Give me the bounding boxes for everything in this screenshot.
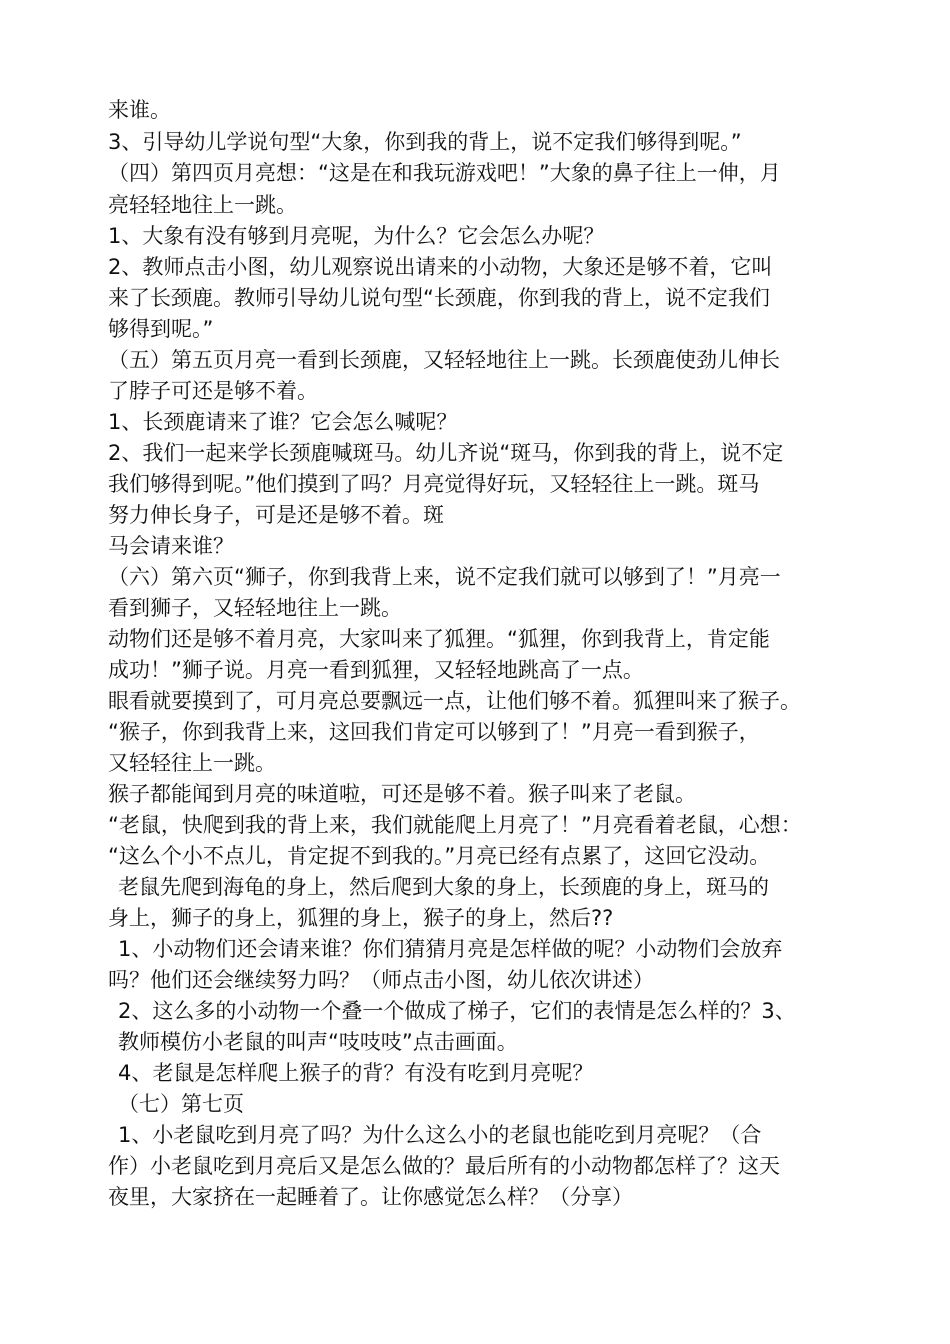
text-line: 1、小老鼠吃到月亮了吗？为什么这么小的老鼠也能吃到月亮呢？（合 bbox=[118, 1123, 762, 1147]
text-line: 身上，狮子的身上，狐狸的身上，猴子的身上，然后?? bbox=[108, 906, 614, 930]
text-line: 亮轻轻地往上一跳。 bbox=[108, 193, 297, 217]
text-line: 1、长颈鹿请来了谁？它会怎么喊呢？ bbox=[108, 410, 458, 434]
text-line: 猴子都能闻到月亮的味道啦，可还是够不着。猴子叫来了老鼠。 bbox=[108, 782, 696, 806]
text-line: （六）第六页“狮子，你到我背上来，说不定我们就可以够到了！”月亮一 bbox=[108, 565, 781, 589]
text-line: 老鼠先爬到海龟的身上，然后爬到大象的身上，长颈鹿的身上，斑马的 bbox=[118, 875, 769, 899]
text-line: 夜里，大家挤在一起睡着了。让你感觉怎么样？（分享） bbox=[108, 1185, 633, 1209]
text-line: （五）第五页月亮一看到长颈鹿，又轻轻地往上一跳。长颈鹿使劲儿伸长 bbox=[108, 348, 780, 372]
text-line: 吗？他们还会继续努力吗？（师点击小图，幼儿依次讲述） bbox=[108, 968, 654, 992]
text-line: （七）第七页 bbox=[118, 1092, 244, 1116]
text-line: 马会请来谁？ bbox=[108, 534, 234, 558]
text-line: 了脖子可还是够不着。 bbox=[108, 379, 318, 403]
text-line: 够得到呢。” bbox=[108, 317, 214, 341]
text-line: 眼看就要摸到了，可月亮总要飘远一点，让他们够不着。狐狸叫来了猴子。 bbox=[108, 689, 801, 713]
text-line: 2、我们一起来学长颈鹿喊斑马。幼儿齐说“斑马，你到我的背上，说不定 bbox=[108, 441, 784, 465]
text-line: 教师模仿小老鼠的叫声“吱吱吱”点击画面。 bbox=[118, 1030, 518, 1054]
text-line: （四）第四页月亮想：“这是在和我玩游戏吧！”大象的鼻子往上一伸，月 bbox=[108, 161, 781, 185]
text-line: 又轻轻往上一跳。 bbox=[108, 751, 276, 775]
text-line: 成功！”狮子说。月亮一看到狐狸，又轻轻地跳高了一点。 bbox=[108, 658, 644, 682]
text-line: “这么个小不点儿，肯定捉不到我的。”月亮已经有点累了，这回它没动。 bbox=[108, 844, 771, 868]
text-line: 1、小动物们还会请来谁？你们猜猜月亮是怎样做的呢？小动物们会放弃 bbox=[118, 937, 783, 961]
text-line: 我们够得到呢。”他们摸到了吗？月亮觉得好玩，又轻轻往上一跳。斑马 bbox=[108, 472, 760, 496]
text-line: 努力伸长身子，可是还是够不着。斑 bbox=[108, 503, 444, 527]
text-line: 2、这么多的小动物一个叠一个做成了梯子，它们的表情是怎么样的？3、 bbox=[118, 999, 796, 1023]
text-line: 动物们还是够不着月亮，大家叫来了狐狸。“狐狸，你到我背上，肯定能 bbox=[108, 627, 770, 651]
text-line: 3、引导幼儿学说句型“大象，你到我的背上，说不定我们够得到呢。” bbox=[108, 130, 742, 154]
text-line: 1、大象有没有够到月亮呢，为什么？它会怎么办呢？ bbox=[108, 224, 605, 248]
text-line: 来了长颈鹿。教师引导幼儿说句型“长颈鹿，你到我的背上，说不定我们 bbox=[108, 286, 770, 310]
text-line: “猴子，你到我背上来，这回我们肯定可以够到了！”月亮一看到猴子， bbox=[108, 720, 760, 744]
text-line: 4、老鼠是怎样爬上猴子的背？有没有吃到月亮呢？ bbox=[118, 1061, 594, 1085]
text-line: 来谁。 bbox=[108, 98, 171, 122]
text-line: 2、教师点击小图，幼儿观察说出请来的小动物，大象还是够不着，它叫 bbox=[108, 255, 773, 279]
text-line: 看到狮子，又轻轻地往上一跳。 bbox=[108, 596, 402, 620]
text-line: “老鼠，快爬到我的背上来，我们就能爬上月亮了！”月亮看着老鼠，心想： bbox=[108, 813, 802, 837]
text-line: 作）小老鼠吃到月亮后又是怎么做的？最后所有的小动物都怎样了？这天 bbox=[108, 1154, 780, 1178]
